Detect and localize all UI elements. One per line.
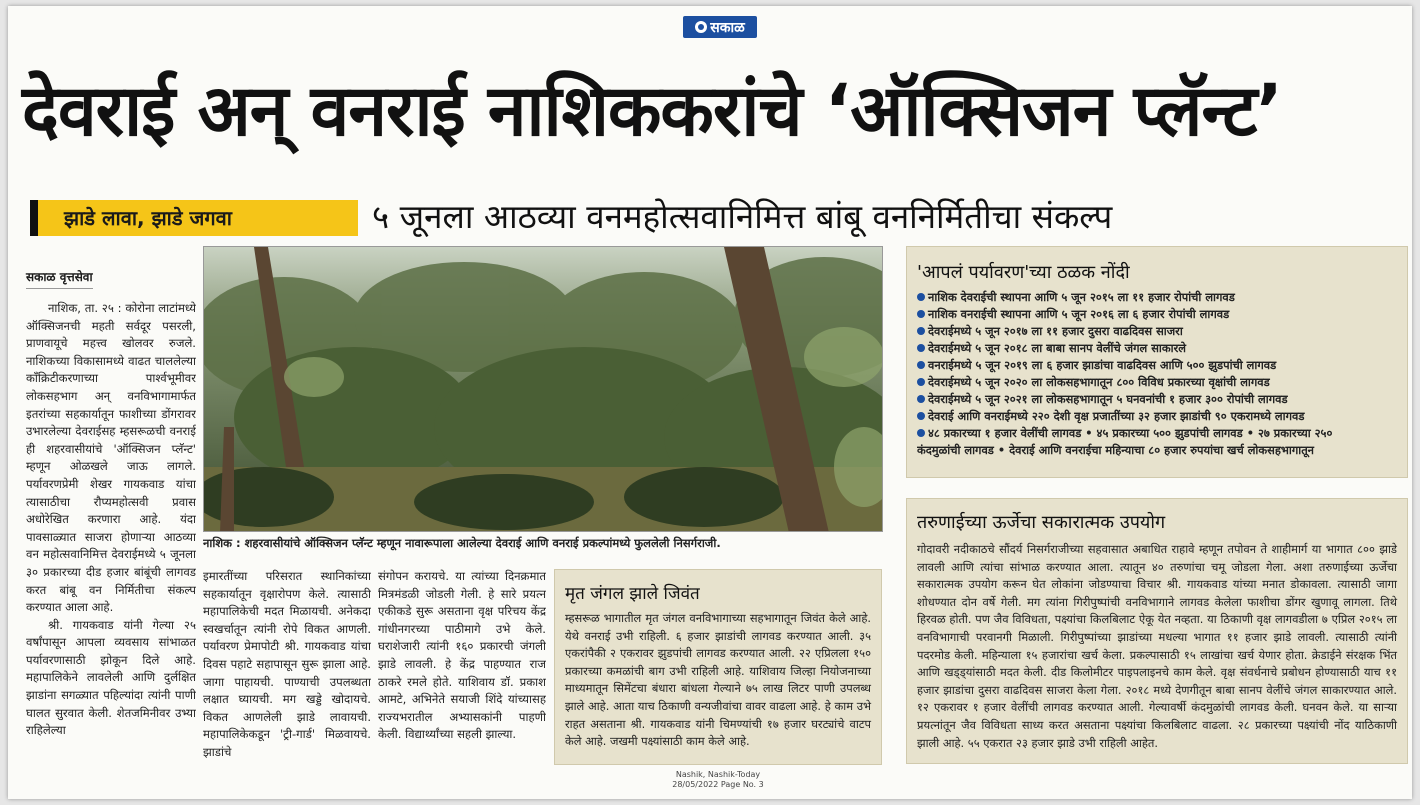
list-item: देवराईमध्ये ५ जून २०१७ ला ११ हजार दुसरा वाढदिवस साजरा (917, 323, 1395, 340)
headline: देवराई अन् वनराई नाशिककरांचे ‘ऑक्सिजन प्लॅन्ट’ (22, 69, 1282, 152)
bullet-icon (917, 378, 925, 386)
bullet-icon (917, 293, 925, 301)
footer-edition: Nashik, Nashik-Today (675, 770, 761, 779)
bullet-icon (917, 361, 925, 369)
list-item: कंदमुळांची लागवड • देवराई आणि वनराईचा महिन्याचा ८० हजार रुपयांचा खर्च लोकसहभागातून (917, 443, 1315, 457)
list-item: देवराईमध्ये ५ जून २०२१ ला लोकसहभागातून ५ घनवनांची १ हजार ३०० रोपांची लागवड (917, 391, 1395, 408)
forest-photo-image (204, 247, 883, 532)
bullet-icon (917, 327, 925, 335)
forest-photo (203, 246, 883, 532)
youth-box-title: तरुणाईच्या ऊर्जेचा सकारात्मक उपयोग (917, 512, 1166, 533)
bullet-icon (917, 429, 925, 437)
photo-caption: नाशिक : शहरवासीयांचे ऑक्सिजन प्लॅन्ट म्हणून नावारूपाला आलेल्या देवराई आणि वनराई प्रकल्पांमध्ये फुललेली निसर्गराजी. (203, 536, 721, 550)
logo-text: सकाळ (710, 19, 745, 36)
bullet-icon (917, 395, 925, 403)
bullet-icon (917, 310, 925, 318)
article-column-3 (378, 568, 546, 768)
bullet-icon (917, 412, 925, 420)
article-column-1 (26, 300, 196, 770)
list-item: देवराईमध्ये ५ जून २०२० ला लोकसहभागातून ८०० विविध प्रकारच्या वृक्षांची लागवड (917, 374, 1395, 391)
youth-box-text: गोदावरी नदीकाठचे सौंदर्य निसर्गराजीच्या सहवासात अबाधित राहावे म्हणून तपोवन ते शाहीमार्ग या भागात ८०० झाडे लावली आणि त्यांचा सांभाळ करण्यात आला. त्यातून ४० तरुणांचा चमू जोडला गेला. अशा तरुणाईच्या ऊर्जेचा सकारात्मक उपयोग करून घेत लोकांना जोडण्याचा विचार श्री. गायकवाड यांच्या मनात डोकावला. त्यासाठी जागा शोधण्यात दोन वर्षे गेली. मग त्यांना गिरीपुष्पांची वनविभागाने लागवड केलेला फाशीचा डोंगर खुणावू लागला. तिथे हिरवळ होती. पण जैव विविधता, पक्ष्यांचा किलबिलाट ऐकू येत नव्हता. या ठिकाणी वृक्ष लागवडीला ७ एप्रिल २०१५ ला वनविभागाची परवानगी मिळाली. गिरीपुष्पांच्या झाडांच्या मधल्या भागात ११ हजार झाडे लावली. त्यासाठी त्यांनी पदरमोड केली. महिन्याला १५ हजारांचा खर्च केला. प्रकल्पासाठी १५ लाखांचा खर्च येणार होता. क्रेडाईने संरक्षक भिंत आणि खड्ड्यांसाठी मदत केली. दीड किलोमीटर पाइपलाइनचे काम केले. वृक्ष संवर्धनाचे प्रबोधन होण्यासाठी याच ११ हजार झाडांचा दुसरा वाढदिवस साजरा केला गेला. २०१८ मध्ये देणगीतून बाबा सानप वेलींचे जंगल साकारण्यात आले. १२ एकरावर १ हजार वेलींची लागवड करण्यात आली. गेल्यावर्षी कंदमुळांची लागवड केली. घनवन केले. या साऱ्या प्रयत्नांतून जैव विविधता साध्य करत असताना पक्ष्यांचा किलबिलाट वाढला. २८ प्रकारच्या पक्ष्यांची नोंद याठिकाणी झाली आहे. ५५ एकरात २३ हजार झाडे उभी राहिली आहेत. (917, 542, 1397, 750)
youth-energy-box (906, 498, 1408, 764)
forest-box-text: म्हसरूळ भागातील मृत जंगल वनविभागाच्या सहभागातून जिवंत केले आहे. येथे वनराई उभी राहिली. ६ हजार झाडांची लागवड करण्यात आली. ३५ एकरांपैकी २ एकरावर झुडपांची लागवड करण्यात आली. २२ एप्रिलला १५० प्रकारच्या कमळांची बाग उभी राहिली आहे. याशिवाय जिल्हा नियोजनाच्या माध्यमातून सिमेंटचा बंधारा बांधला गेल्याने ७५ लाख लिटर पाणी उपलब्ध झाले आहे. आता याच ठिकाणी वन्यजीवांचा वावर वाढला आहे. हे काम उभे राहत असताना श्री. गायकवाड यांनी चिमण्यांची १७ हजार घरट्यांचे वाटप केले आहे. जखमी पक्ष्यांसाठी काम केले आहे. (565, 611, 871, 749)
page-footer (648, 770, 788, 790)
sakal-logo (683, 16, 757, 38)
list-item: नाशिक देवराईची स्थापना आणि ५ जून २०१५ ला ११ हजार रोपांची लागवड (917, 289, 1395, 306)
highlights-box-title: 'आपलं पर्यावरण'च्या ठळक नोंदी (917, 262, 1130, 283)
logo-mark-icon (695, 21, 707, 33)
newspaper-page (8, 6, 1412, 799)
article-column-2 (203, 568, 371, 768)
highlights-list (917, 289, 1395, 459)
list-item: ४८ प्रकारच्या १ हजार वेलींची लागवड • ४५ प्रकारच्या ५०० झुडपांची लागवड • २७ प्रकारच्या २५० (917, 425, 1395, 442)
article-paragraph: संगोपन करायचे. या त्यांच्या दिनक्रमात मित्रमंडळी जोडली गेली. हे सारे प्रयत्न एकीकडे सुरू असताना वृक्ष परिचय केंद्र गांधीनगरच्या पाठीमागे उभे केले. घराशेजारी त्यांनी १६० प्रकारची जंगली झाडे लावली. हे केंद्र पाहण्यात राज ठाकरे रमले होते. याशिवाय डॉ. प्रकाश आमटे, अभिनेते सयाजी शिंदे यांच्यासह राज्यभरातील अभ्यासकांनी पाहणी केली. विद्यार्थ्यांच्या सहली झाल्या. (378, 569, 546, 742)
highlights-box (906, 246, 1408, 478)
article-paragraph: नाशिक, ता. २५ : कोरोना लाटांमध्ये ऑक्सिजनची महती सर्वदूर पसरली, प्राणवायूचे महत्त्व खोलवर रुजले. नाशिकच्या विकासामध्ये वाढत चाललेल्या काँक्रिटीकरणाच्या पार्श्वभूमीवर लोकसहभाग अन् वनविभागामार्फत इतरांच्या सहकार्यातून फाशीच्या डोंगरावर उभारलेल्या देवराईसह म्हसरूळची वनराई ही शहरवासीयांचे 'ऑक्सिजन प्लॅन्ट' म्हणून ओळखले जाऊ लागले. पर्यावरणप्रेमी शेखर गायकवाड यांचा त्यासाठीचा रौप्यमहोत्सवी प्रवास अधोरेखित करणारा आहे. यंदा पावसाळ्यात साजरा होणाऱ्या आठव्या वन महोत्सवानिमित्त देवराईमध्ये ५ जूनला ३० प्रकारच्या दीड हजार बांबूंची लागवड करत बांबू वन निर्मितीचा संकल्प करण्यात आला आहे. (26, 301, 196, 615)
article-paragraph: इमारतींच्या परिसरात स्थानिकांच्या सहकार्यातून वृक्षारोपण केले. त्यासाठी महापालिकेची मदत मिळायची. अनेकदा स्वखर्चातून त्यांनी रोपे विकत आणली. पर्यावरण प्रेमापोटी श्री. गायकवाड यांचा दिवस पहाटे सहापासून सुरू झाला आहे. जागा पाहायची. पाण्याची उपलब्धता लक्षात घ्यायची. मग खड्डे खोदायचे. विकत आणलेली झाडे लावायची. महापालिकेकडून 'ट्री-गार्ड' मिळवायचे. झाडांचे (203, 569, 371, 759)
footer-date-page: 28/05/2022 Page No. 3 (672, 780, 764, 789)
list-item: नाशिक वनराईची स्थापना आणि ५ जून २०१६ ला ६ हजार रोपांची लागवड (917, 306, 1395, 323)
subheadline: ५ जूनला आठव्या वनमहोत्सवानिमित्त बांबू वननिर्मितीचा संकल्प (372, 197, 1113, 236)
bullet-icon (917, 344, 925, 352)
forest-revival-box (554, 569, 882, 765)
forest-box-title: मृत जंगल झाले जिवंत (565, 584, 700, 604)
list-item: देवराई आणि वनराईमध्ये २२० देशी वृक्ष प्रजातींच्या ३२ हजार झाडांची ९० एकरामध्ये लागवड (917, 408, 1395, 425)
article-paragraph: श्री. गायकवाड यांनी गेल्या २५ वर्षांपासून आपला व्यवसाय सांभाळत पर्यावरणासाठी झोकून दिले आहे. महापालिकेने लावलेली आणि दुर्लक्षित झाडांना सगळ्यात पहिल्यांदा त्यांनी पाणी घालत सुरवात केली. शेतजमिनीवर उभ्या राहिलेल्या (26, 617, 196, 738)
campaign-tag: झाडे लावा, झाडे जगवा (30, 200, 358, 236)
list-item: वनराईमध्ये ५ जून २०१९ ला ६ हजार झाडांचा वाढदिवस आणि ५०० झुडपांची लागवड (917, 357, 1395, 374)
byline: सकाळ वृत्तसेवा (26, 268, 93, 289)
list-item: देवराईमध्ये ५ जून २०१८ ला बाबा सानप वेलींचे जंगल साकारले (917, 340, 1395, 357)
